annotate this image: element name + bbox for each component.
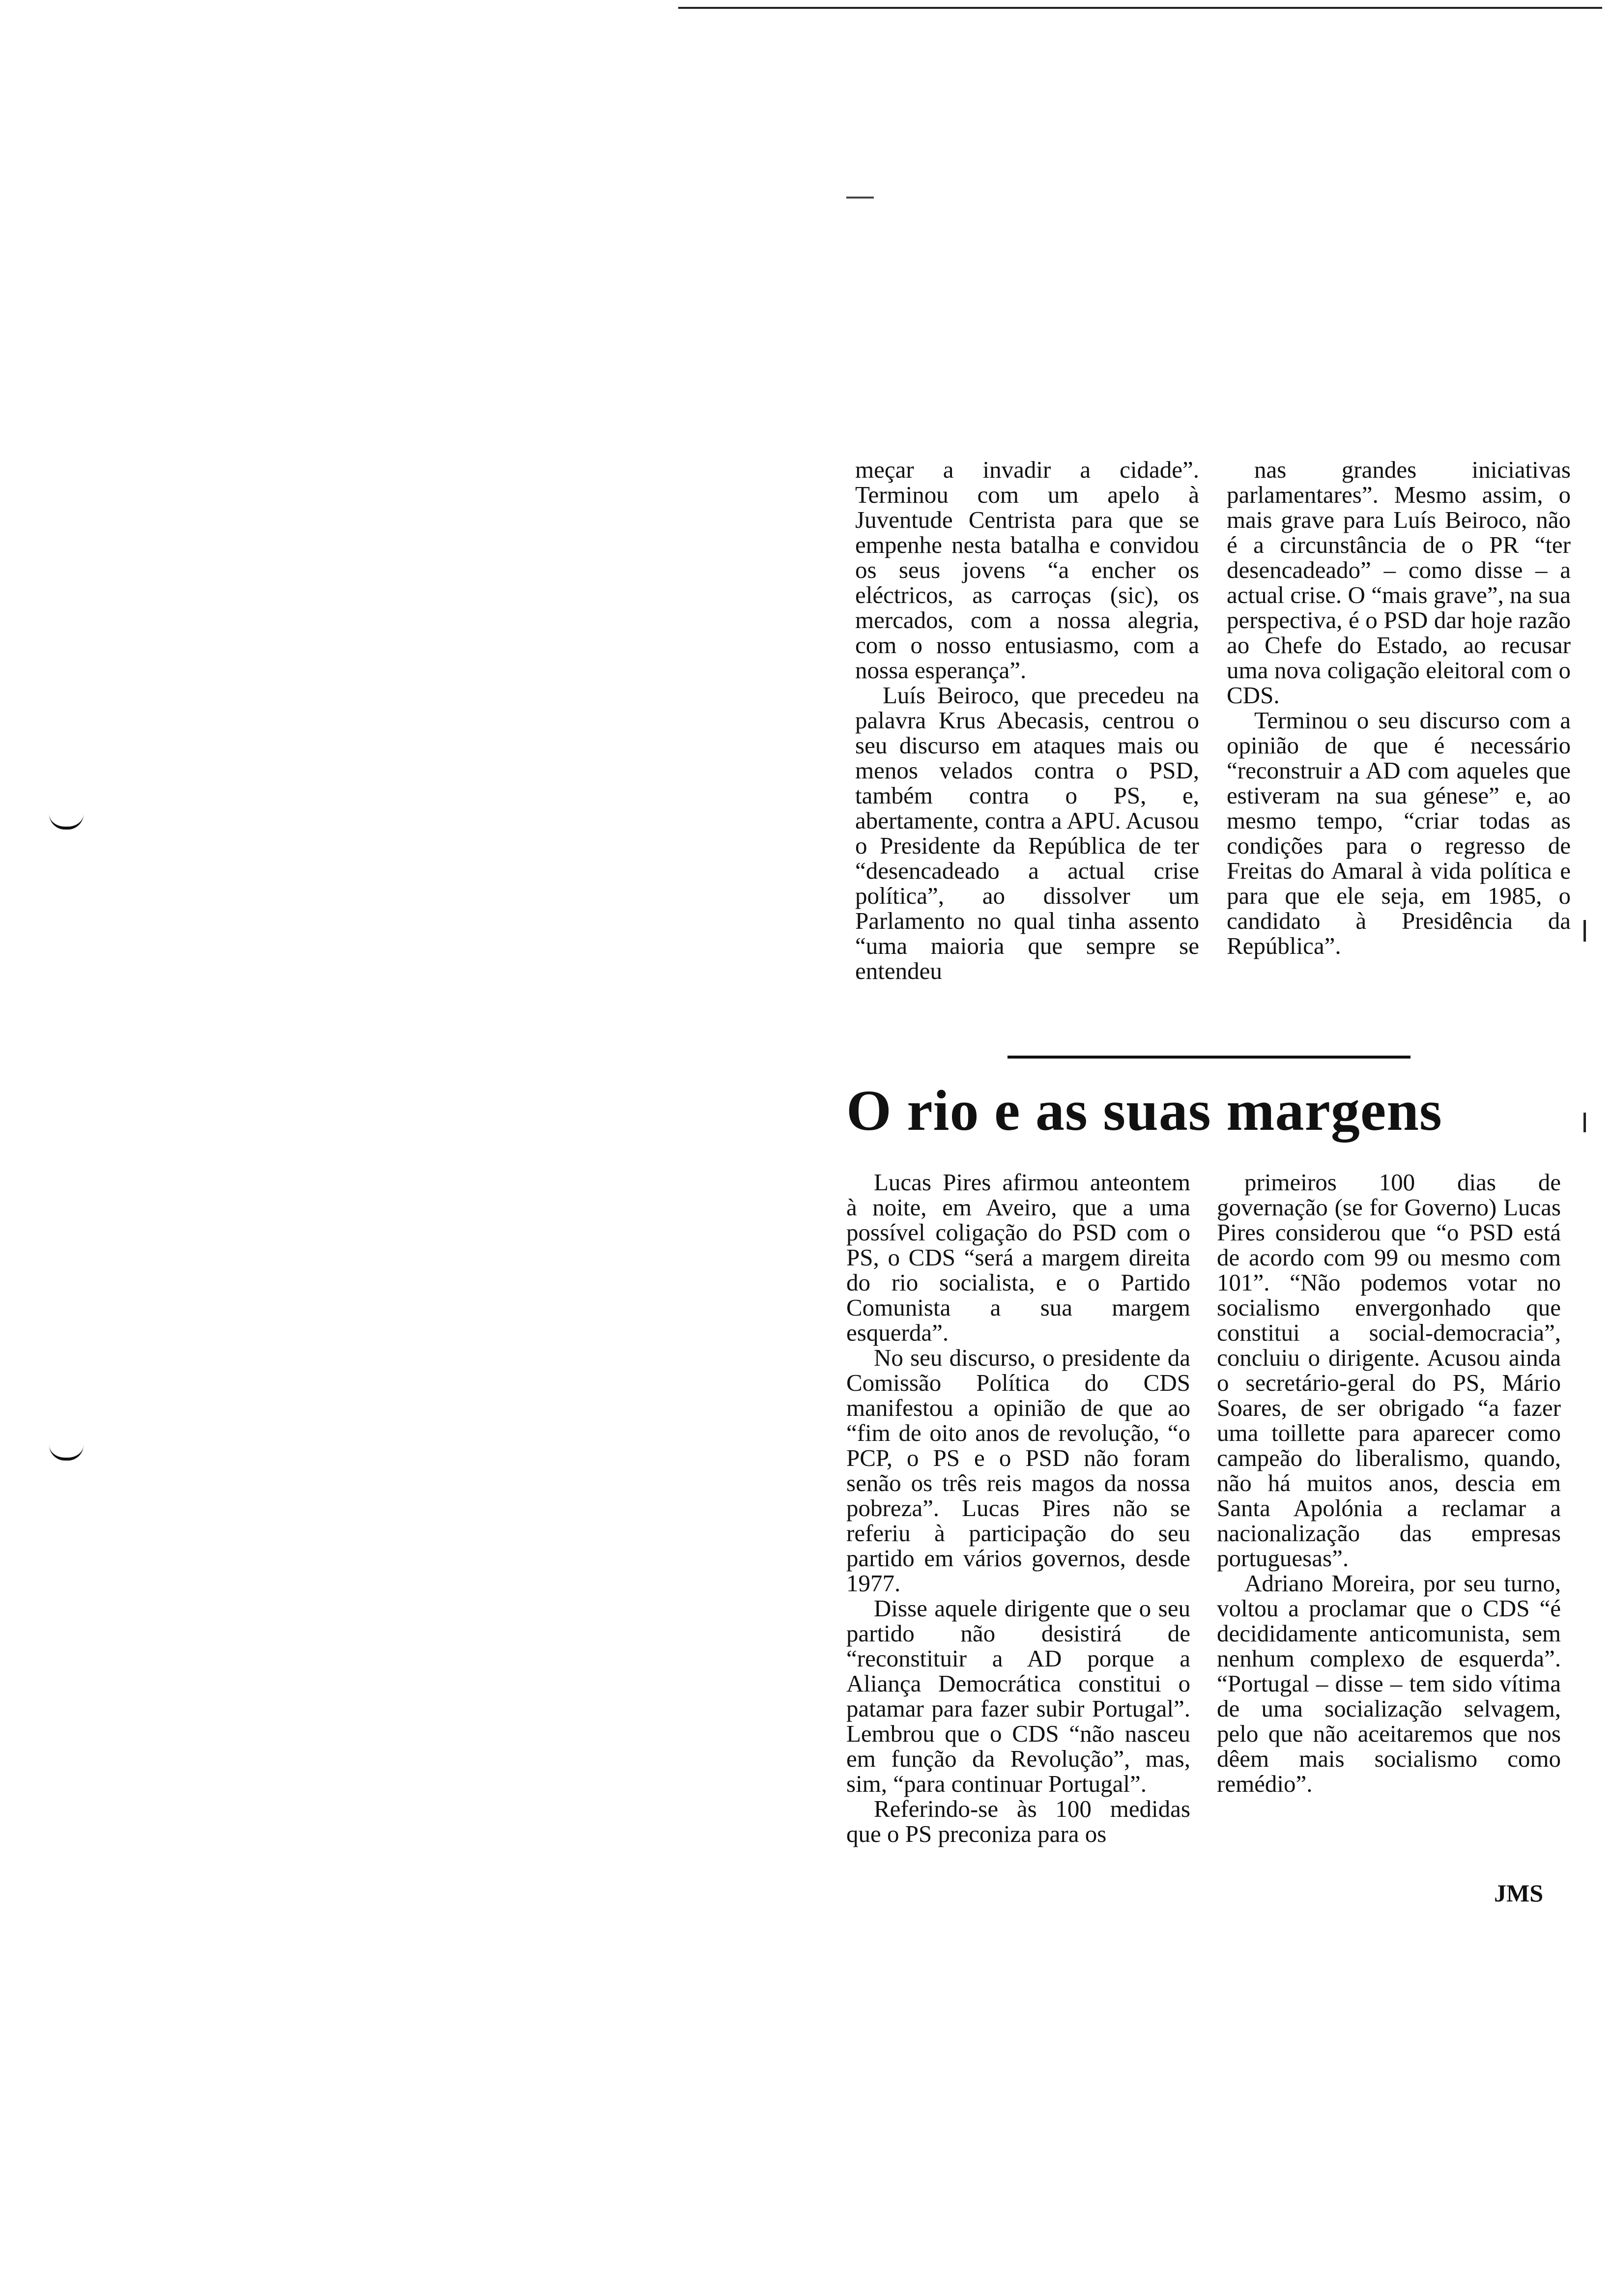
scan-mark xyxy=(1583,1113,1586,1132)
article-bottom-column-1 xyxy=(846,1170,1190,1846)
paragraph: No seu discurso, o presidente da Comissão Política do CDS manifestou a opinião de que ao “fim de oito anos de revolução, “o PCP, o PS e o PSD não foram senão os três reis magos da nossa pobreza”. Lucas Pires não se referiu à participação do seu partido em vários governos, desde 1977. xyxy=(846,1344,1190,1597)
article-top-column-2 xyxy=(1227,457,1571,958)
scan-mark xyxy=(49,1445,84,1461)
paragraph: Referindo-se às 100 medidas que o PS preconiza para os xyxy=(846,1795,1190,1847)
paragraph: Lucas Pires afirmou anteontem à noite, em Aveiro, que a uma possível coligação do PSD com o PS, o CDS “será a margem direita do rio socialista, e o Partido Comunista a sua margem esquerda”. xyxy=(846,1169,1190,1346)
scan-mark xyxy=(1583,920,1586,942)
paragraph: nas grandes iniciativas parlamentares”. Mesmo assim, o mais grave para Luís Beiroco, não é a circunstância de o PR “ter desencadeado” – como disse – a actual crise. O “mais grave”, na sua perspectiva, é o PSD dar hoje razão ao Chefe do Estado, ao recusar uma nova coligação eleitoral com o CDS. xyxy=(1227,456,1571,709)
article-top-column-1 xyxy=(855,457,1199,983)
paragraph: Adriano Moreira, por seu turno, voltou a proclamar que o CDS “é decididamente anticomunista, sem nenhum complexo de esquerda”. “Portugal – disse – tem sido vítima de uma socialização selvagem, pelo que não aceitaremos que nos dêem mais socialismo como remédio”. xyxy=(1217,1570,1561,1797)
paragraph: Terminou o seu discurso com a opinião de que é necessário “reconstruir a AD com aqueles que estiveram na sua génese” e, ao mesmo tempo, “criar todas as condições para o regresso de Freitas do Amaral à vida política e para que ele seja, em 1985, o candidato à Presidência da República”. xyxy=(1227,707,1571,959)
page-top-border xyxy=(678,7,1602,9)
article-bottom-column-2 xyxy=(1217,1170,1561,1796)
paragraph: Disse aquele dirigente que o seu partido não desistirá de “reconstituir a AD porque a Aliança Democrática constitui o patamar para fazer subir Portugal”. Lembrou que o CDS “não nasceu em função da Revolução”, mas, sim, “para continuar Portugal”. xyxy=(846,1595,1190,1797)
author-signature: JMS xyxy=(1494,1879,1543,1907)
section-divider xyxy=(1008,1056,1410,1059)
scan-mark xyxy=(49,814,84,830)
scan-mark xyxy=(846,197,874,199)
paragraph: meçar a invadir a cidade”. Terminou com um apelo à Juventude Centrista para que se empenhe nesta batalha e convidou os seus jovens “a encher os eléctricos, as carroças (sic), os mercados, com a nossa alegria, com o nosso entusiasmo, com a nossa esperança”. xyxy=(855,456,1199,684)
paragraph: primeiros 100 dias de governação (se for Governo) Lucas Pires considerou que “o PSD está de acordo com 99 ou mesmo com 101”. “Não podemos votar no socialismo envergonhado que constitui a social-democracia”, concluiu o dirigente. Acusou ainda o secretário-geral do PS, Mário Soares, de ser obrigado “a fazer uma toillette para aparecer como campeão do liberalismo, quando, não há muitos anos, descia em Santa Apolónia a reclamar a nacionalização das empresas portuguesas”. xyxy=(1217,1169,1561,1572)
headline: O rio e as suas margens xyxy=(846,1078,1442,1143)
paragraph: Luís Beiroco, que precedeu na palavra Krus Abecasis, centrou o seu discurso em ataques mais ou menos velados contra o PSD, também contra o PS, e, abertamente, contra a APU. Acusou o Presidente da República de ter “desencadeado a actual crise política”, ao dissolver um Parlamento no qual tinha assento “uma maioria que sempre se entendeu xyxy=(855,682,1199,984)
